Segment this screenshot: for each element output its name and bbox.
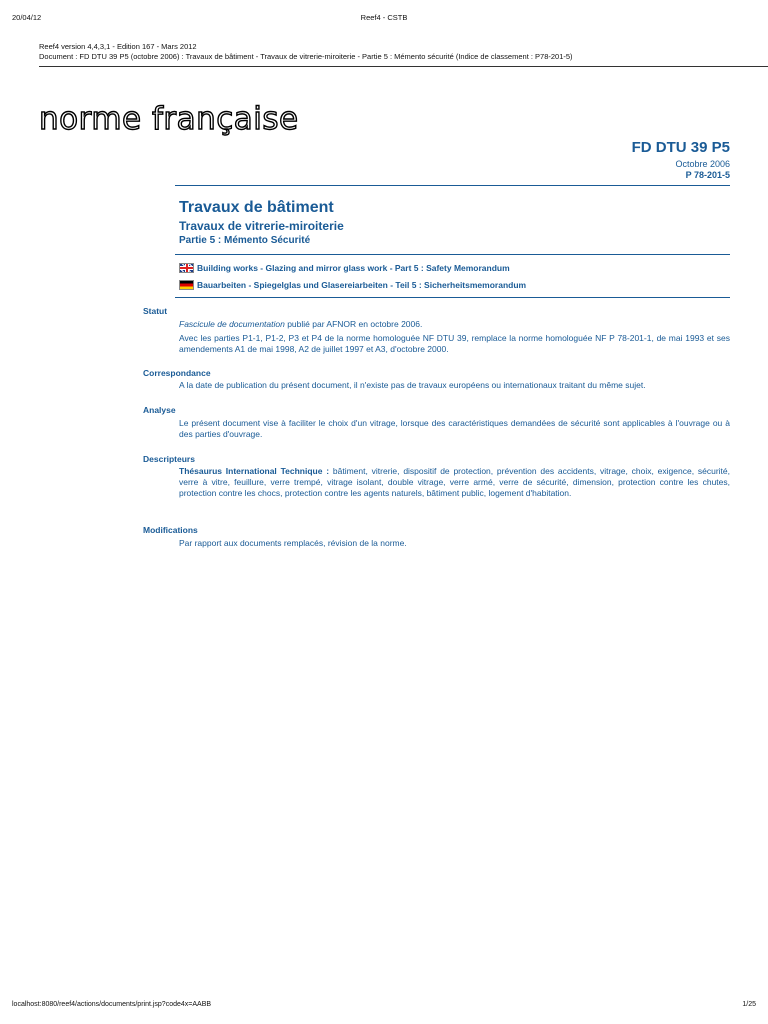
statut-doc-type: Fascicule de documentation (179, 319, 285, 329)
english-title (179, 263, 510, 273)
classification-index: P 78-201-5 (685, 170, 730, 180)
descripteurs-text (179, 466, 730, 499)
uk-flag-icon (179, 263, 194, 273)
version-line: Reef4 version 4,4,3,1 - Edition 167 - Mars 2012 (39, 42, 197, 51)
header-divider (39, 66, 768, 67)
page-number: 1/25 (742, 1001, 756, 1008)
germany-flag-icon (179, 280, 194, 290)
german-title-text: Bauarbeiten - Spiegelglas und Glasereiarbeiten - Teil 5 : Sicherheitsmemorandum (197, 280, 527, 290)
subtitle: Travaux de vitrerie-miroiterie (179, 219, 344, 233)
title-top-divider (175, 185, 730, 186)
title-bottom-divider (175, 254, 730, 255)
german-title (179, 280, 526, 290)
section-title-modifications: Modifications (143, 525, 198, 535)
statut-line-2: Avec les parties P1-1, P1-2, P3 et P4 de la norme homologuée NF DTU 39, remplace la norme homologuée NF P 78-201-1, de mai 1993 et ses amendements A1 de mai 1998, A2 de juillet 1997 et A3, d'octobre 2000. (179, 333, 730, 354)
statut-line-1 (179, 319, 730, 330)
document-line: Document : FD DTU 39 P5 (octobre 2006) : Travaux de bâtiment - Travaux de vitrerie-miroiterie - Partie 5 : Mémento sécurité (Indice de classement : P78-201-5) (39, 52, 573, 61)
descripteurs-keywords: bâtiment, vitrerie, dispositif de protection, prévention des accidents, vitrage, choix, exigence, sécurité, verre à vitre, feuillure, verre trempé, vitrage isolant, double vitrage, verre armé, verre de sécurité, dimension, protection contre les chutes, protection contre les chocs, protection contre les agents naturels, bâtiment public, logement d'habitation. (179, 466, 730, 498)
analyse-text: Le présent document vise à faciliter le choix d'un vitrage, lorsque des caractéristiques demandées de sécurité sont applicables à l'ouvrage ou à des parties d'ouvrage. (179, 418, 730, 439)
statut-publication: publié par AFNOR en octobre 2006. (284, 319, 423, 329)
main-title: Travaux de bâtiment (179, 199, 334, 216)
part-title: Partie 5 : Mémento Sécurité (179, 235, 311, 246)
section-title-statut: Statut (143, 306, 168, 316)
thesaurus-label: Thésaurus International Technique : (179, 466, 330, 476)
section-title-descripteurs: Descripteurs (143, 454, 195, 464)
section-title-analyse: Analyse (143, 405, 176, 415)
footer-url: localhost:8080/reef4/actions/documents/print.jsp?code4x=AABB (12, 1001, 212, 1008)
modifications-text: Par rapport aux documents remplacés, révision de la norme. (179, 538, 407, 548)
print-page-title: Reef4 - CSTB (360, 13, 408, 22)
reference-code: FD DTU 39 P5 (631, 139, 730, 156)
english-title-text: Building works - Glazing and mirror glass work - Part 5 : Safety Memorandum (197, 263, 510, 273)
translations-divider (175, 297, 730, 298)
norme-francaise-logo: norme française (39, 101, 299, 137)
reference-date: Octobre 2006 (675, 159, 730, 169)
correspondance-text: A la date de publication du présent document, il n'existe pas de travaux européens ou internationaux traitant du même sujet. (179, 380, 646, 390)
section-title-correspondance: Correspondance (143, 368, 211, 378)
print-date: 20/04/12 (12, 13, 42, 22)
